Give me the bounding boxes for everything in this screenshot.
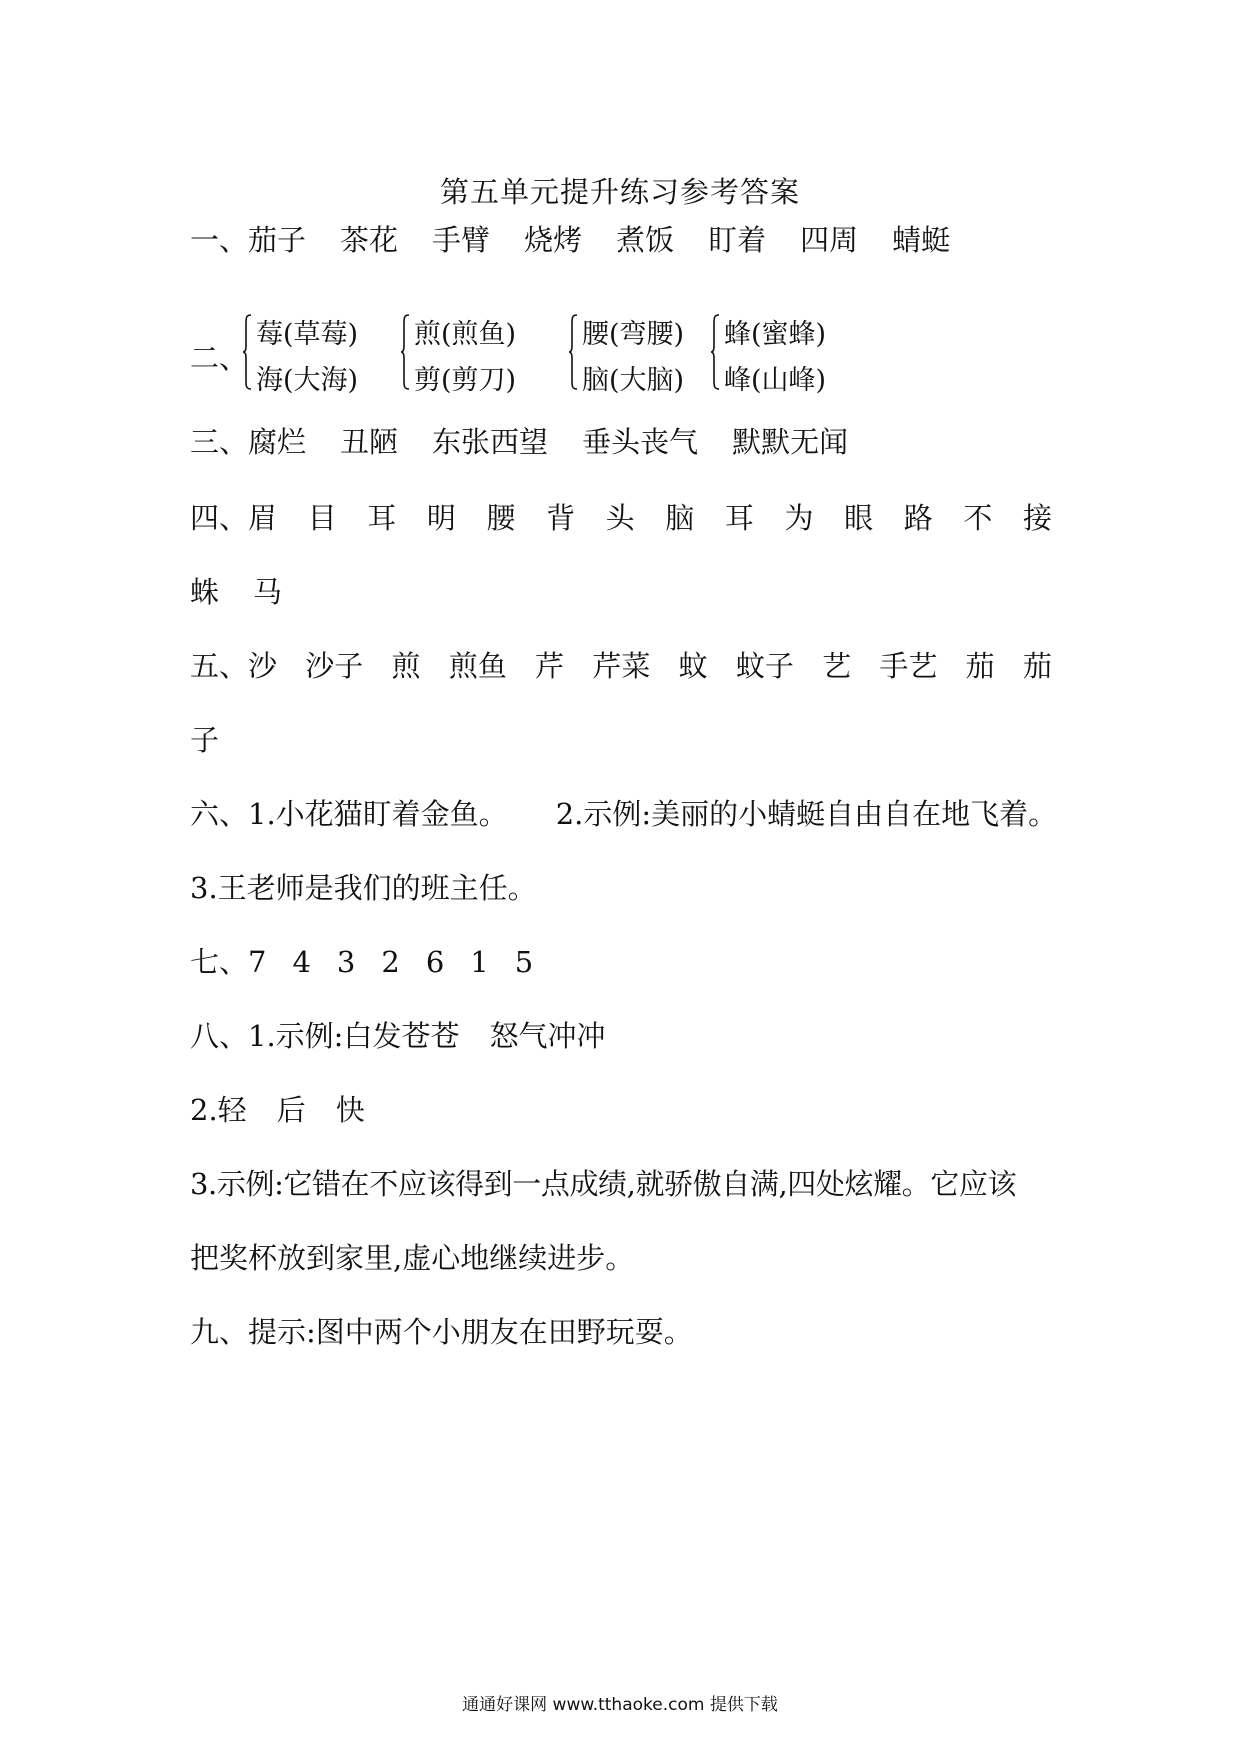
q3-word: 丑陋: [340, 425, 399, 459]
footer-source: 通通好课网 www.tthaoke.com 提供下载: [462, 1695, 778, 1715]
q4-char: 脑: [665, 501, 695, 535]
q4-char: 耳: [724, 501, 754, 535]
q8-word: 怒气冲冲: [489, 1019, 606, 1053]
answer-4-line1: [190, 500, 1052, 536]
q2-top: 腰(弯腰): [582, 319, 685, 350]
q6-answer-1: 1.小花猫盯着金鱼。: [248, 797, 508, 831]
q4-char: 路: [903, 501, 933, 535]
q5-word: 子: [190, 723, 220, 757]
q7-number: 5: [514, 945, 534, 979]
q8-prefix: 2.: [190, 1093, 218, 1127]
q2-bottom: 海(大海): [256, 365, 359, 396]
q5-word: 手艺: [879, 649, 938, 683]
answer-5-line1: [190, 648, 1052, 684]
q8-answer-3-line2: 把奖杯放到家里,虚心地继续进步。: [190, 1241, 635, 1275]
q7-number: 3: [336, 945, 356, 979]
answer-3: [190, 424, 848, 460]
q2-bottom: 剪(剪刀): [414, 365, 517, 396]
q4-label: 四、: [190, 501, 249, 535]
q8-word: 后: [276, 1093, 306, 1127]
q1-word: 烧烤: [524, 223, 583, 257]
q4-char: 不: [963, 501, 993, 535]
answer-7: [190, 944, 533, 980]
q1-word: 茶花: [340, 223, 399, 257]
q1-word: 煮饭: [616, 223, 675, 257]
answer-8-line2: [190, 1092, 365, 1128]
q7-number: 6: [425, 945, 445, 979]
q7-number: 7: [248, 945, 267, 979]
q1-word: 四周: [800, 223, 859, 257]
answer-6-line1: [190, 796, 1057, 832]
q1-word: 蜻蜓: [892, 223, 951, 257]
answer-1: [190, 222, 950, 258]
brace-icon: [710, 314, 720, 390]
q4-char: 背: [546, 501, 576, 535]
q4-char: 蛛: [190, 575, 220, 609]
q4-char: 马: [253, 575, 283, 609]
q9-label: 九、: [190, 1315, 249, 1349]
q4-char: 腰: [486, 501, 516, 535]
brace-icon: [568, 314, 578, 390]
q1-label: 一、: [190, 223, 249, 257]
q1-word: 茄子: [248, 223, 307, 257]
answer-9: [190, 1314, 693, 1350]
q8-label: 八、: [190, 1019, 249, 1053]
q3-word: 腐烂: [248, 425, 307, 459]
q5-word: 艺: [822, 649, 852, 683]
q2-top: 煎(煎鱼): [414, 319, 517, 350]
q4-char: 明: [426, 501, 456, 535]
q7-label: 七、: [190, 945, 249, 979]
q5-word: 煎鱼: [448, 649, 507, 683]
q5-word: 茄: [965, 649, 995, 683]
q5-word: 蚊: [678, 649, 708, 683]
q5-label: 五、: [190, 649, 249, 683]
q7-number: 1: [470, 945, 489, 979]
q4-char: 头: [605, 501, 635, 535]
q1-word: 盯着: [708, 223, 767, 257]
q4-char: 耳: [367, 501, 397, 535]
q2-label: 二、: [190, 341, 249, 375]
q2-bottom: 峰(山峰): [724, 365, 827, 396]
q2-top: 莓(草莓): [256, 319, 359, 350]
brace-icon: [242, 314, 252, 390]
q4-char: 目: [307, 501, 337, 535]
q5-word: 煎: [391, 649, 421, 683]
q5-word: 芹: [535, 649, 565, 683]
q8-word: 白发苍苍: [343, 1019, 460, 1053]
answer-6-line2: [190, 870, 537, 906]
q9-text: 提示:图中两个小朋友在田野玩耍。: [248, 1315, 693, 1349]
q3-word: 垂头丧气: [582, 425, 699, 459]
answer-5-line2: [190, 722, 219, 758]
answer-8-line3: [190, 1166, 1016, 1202]
q5-word: 蚊子: [735, 649, 794, 683]
answer-2: [190, 308, 950, 398]
page-title: 第五单元提升练习参考答案: [439, 175, 800, 209]
q3-word: 默默无闻: [732, 425, 849, 459]
brace-icon: [400, 314, 410, 390]
q5-word: 茄: [1022, 649, 1052, 683]
q8-word: 轻: [217, 1093, 247, 1127]
q6-answer-3: 3.王老师是我们的班主任。: [190, 871, 537, 905]
q6-label: 六、: [190, 797, 249, 831]
q4-char: 眼: [844, 501, 874, 535]
q6-answer-2: 2.示例:美丽的小蜻蜓自由自在地飞着。: [555, 797, 1058, 831]
q2-top: 蜂(蜜蜂): [724, 319, 827, 350]
q8-word: 快: [335, 1093, 365, 1127]
answer-8-line4: [190, 1240, 634, 1276]
q1-word: 手臂: [432, 223, 491, 257]
q4-char: 眉: [248, 501, 278, 535]
answer-8-line1: [190, 1018, 606, 1054]
q5-word: 沙子: [305, 649, 364, 683]
answer-4-line2: [190, 574, 282, 610]
q5-word: 芹菜: [592, 649, 651, 683]
q5-word: 沙: [248, 649, 278, 683]
q4-char: 接: [1022, 501, 1052, 535]
q7-number: 4: [292, 945, 311, 979]
q7-number: 2: [381, 945, 400, 979]
q3-word: 东张西望: [432, 425, 549, 459]
q3-label: 三、: [190, 425, 249, 459]
q8-prefix: 1.示例:: [248, 1019, 344, 1053]
q4-char: 为: [784, 501, 814, 535]
q2-bottom: 脑(大脑): [582, 365, 685, 396]
q8-answer-3-line1: 3.示例:它错在不应该得到一点成绩,就骄傲自满,四处炫耀。它应该: [190, 1167, 1017, 1201]
